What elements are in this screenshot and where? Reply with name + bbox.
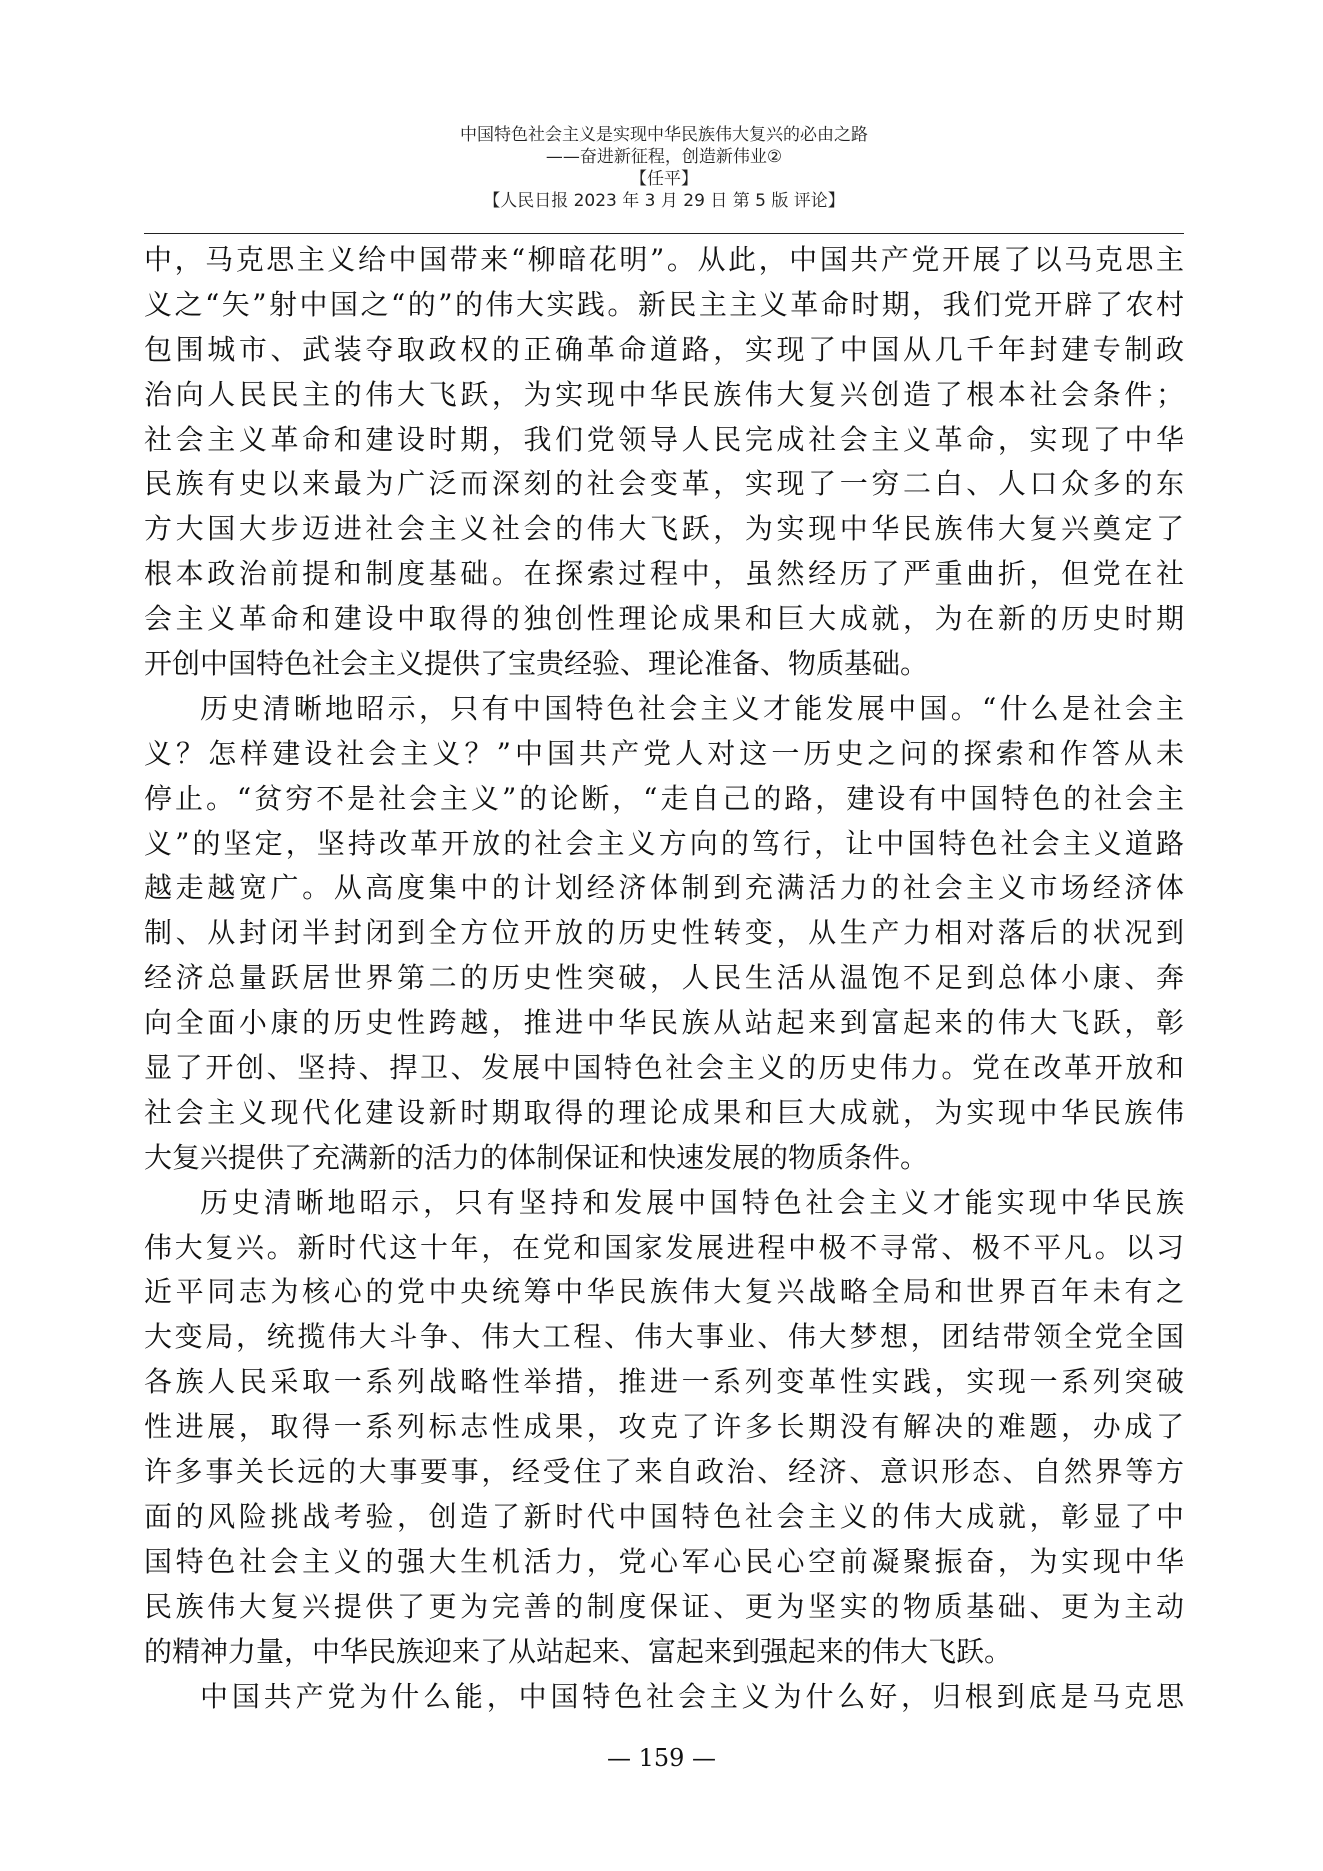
text-line: 各族人民采取一系列战略性举措，推进一系列变革性实践，实现一系列突破 (144, 1365, 1184, 1399)
header-divider (144, 233, 1184, 234)
text-line: 会主义革命和建设中取得的独创性理论成果和巨大成就，为在新的历史时期 (144, 602, 1184, 636)
page-number: — 159 — (606, 1744, 717, 1772)
text-line: 面的风险挑战考验，创造了新时代中国特色社会主义的伟大成就，彰显了中 (144, 1499, 1184, 1533)
text-line: 的精神力量，中华民族迎来了从站起来、富起来到强起来的伟大飞跃。 (144, 1634, 1013, 1668)
text-line: 大复兴提供了充满新的活力的体制保证和快速发展的物质条件。 (144, 1140, 929, 1174)
article-author: 【任平】 (630, 169, 698, 189)
text-line: 制、从封闭半封闭到全方位开放的历史性转变，从生产力相对落后的状况到 (144, 916, 1184, 950)
text-line: 国特色社会主义的强大生机活力，党心军心民心空前凝聚振奋，为实现中华 (144, 1544, 1184, 1578)
text-line: 许多事关长远的大事要事，经受住了来自政治、经济、意识形态、自然界等方 (144, 1455, 1184, 1489)
text-line: 中，马克思主义给中国带来“柳暗花明”。从此，中国共产党开展了以马克思主 (144, 243, 1184, 276)
paragraph (144, 1181, 1184, 1675)
text-line: 经济总量跃居世界第二的历史性突破，人民生活从温饱不足到总体小康、奔 (144, 961, 1184, 995)
text-line: 义之“矢”射中国之“的”的伟大实践。新民主主义革命时期，我们党开辟了农村 (144, 287, 1184, 321)
article-title: 中国特色社会主义是实现中华民族伟大复兴的必由之路 (460, 125, 868, 145)
text-line: 民族有史以来最为广泛而深刻的社会变革，实现了一穷二白、人口众多的东 (144, 467, 1184, 501)
text-line: 社会主义现代化建设新时期取得的理论成果和巨大成就，为实现中华民族伟 (144, 1095, 1184, 1129)
text-line: 近平同志为核心的党中央统筹中华民族伟大复兴战略全局和世界百年未有之 (144, 1275, 1184, 1309)
text-line: 向全面小康的历史性跨越，推进中华民族从站起来到富起来的伟大飞跃，彰 (144, 1006, 1184, 1040)
text-line: 中国共产党为什么能，中国特色社会主义为什么好，归根到底是马克思 (200, 1679, 1184, 1713)
text-line: 根本政治前提和制度基础。在探索过程中，虽然经历了严重曲折，但党在社 (144, 557, 1184, 591)
text-line: 义？怎样建设社会主义？”中国共产党人对这一历史之问的探索和作答从未 (144, 736, 1184, 770)
text-line: 性进展，取得一系列标志性成果，攻克了许多长期没有解决的难题，办成了 (144, 1410, 1184, 1444)
text-line: 大变局，统揽伟大斗争、伟大工程、伟大事业、伟大梦想，团结带领全党全国 (144, 1320, 1184, 1354)
text-line: 方大国大步迈进社会主义社会的伟大飞跃，为实现中华民族伟大复兴奠定了 (144, 512, 1184, 546)
text-line: 历史清晰地昭示，只有中国特色社会主义才能发展中国。“什么是社会主 (200, 691, 1184, 725)
article-subtitle: ——奋进新征程，创造新伟业② (545, 147, 783, 167)
text-line: 停止。“贫穷不是社会主义”的论断，“走自己的路，建设有中国特色的社会主 (144, 781, 1184, 815)
text-line: 治向人民民主的伟大飞跃，为实现中华民族伟大复兴创造了根本社会条件； (144, 377, 1184, 411)
text-line: 显了开创、坚持、捍卫、发展中国特色社会主义的历史伟力。党在改革开放和 (144, 1051, 1184, 1085)
text-line: 义”的坚定，坚持改革开放的社会主义方向的笃行，让中国特色社会主义道路 (144, 826, 1184, 860)
text-line: 开创中国特色社会主义提供了宝贵经验、理论准备、物质基础。 (144, 647, 929, 681)
text-line: 民族伟大复兴提供了更为完善的制度保证、更为坚实的物质基础、更为主动 (144, 1589, 1184, 1623)
text-line: 包围城市、武装夺取政权的正确革命道路，实现了中国从几千年封建专制政 (144, 332, 1184, 366)
text-line: 历史清晰地昭示，只有坚持和发展中国特色社会主义才能实现中华民族 (200, 1185, 1184, 1219)
article-header (144, 124, 1184, 212)
paragraph (144, 238, 1184, 687)
article-source: 【人民日报 2023 年 3 月 29 日 第 5 版 评论】 (483, 191, 845, 211)
article-body (144, 238, 1184, 1719)
paragraph (144, 687, 1184, 1181)
text-line: 越走越宽广。从高度集中的计划经济体制到充满活力的社会主义市场经济体 (144, 871, 1184, 905)
text-line: 伟大复兴。新时代这十年，在党和国家发展进程中极不寻常、极不平凡。以习 (144, 1230, 1184, 1264)
paragraph (144, 1675, 1184, 1720)
text-line: 社会主义革命和建设时期，我们党领导人民完成社会主义革命，实现了中华 (144, 422, 1184, 456)
